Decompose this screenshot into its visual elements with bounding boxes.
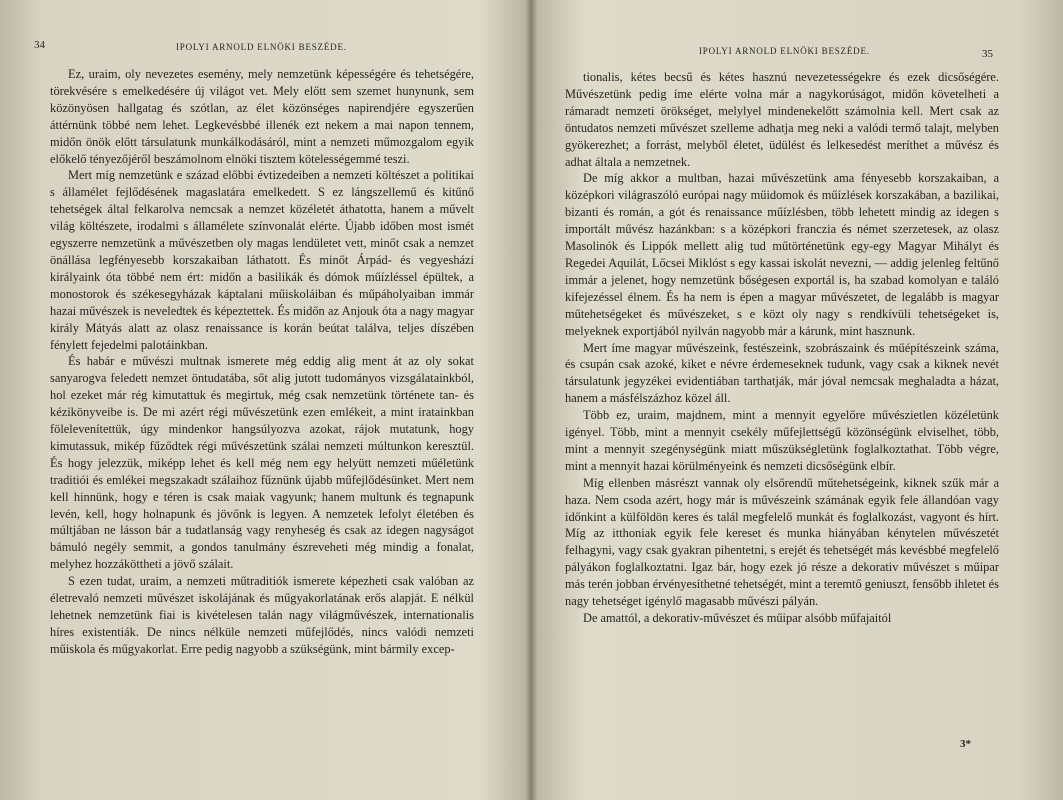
paragraph: Mert íme magyar művészeink, festészeink, szobrászaink és műépítészeink száma, és csupán csak azoké, kiket e névre érdemeseknek tudunk, vagy csak a kiknek nevét társulatunk jegyzékei evidentiában tarthatják, már jóval nemcsak meghaladta a házat, hanem a másfélszázhoz közel áll. (565, 340, 999, 406)
right-page-text (565, 69, 999, 627)
paragraph: tionalis, kétes becsű és kétes hasznú nevezetességekre és ezek dicsőségére. Művészetünk pedig íme elérte volna már a nagykorúságot, midőn követelheti a rámaradt nemzeti örökséget, melylyel mindenekelőtt számolnia kell. Mert csak az öntudatos nemzeti művészet szelleme adhatja meg neki a valódi termő talajt, melyben gyökerezhet; a forrást, melyből életet, üdülést és lelkesedést meríthet a művész és adhat általa a nemzetnek. (565, 70, 999, 169)
running-header-left: IPOLYI ARNOLD ELNÖKI BESZÉDE. (176, 42, 347, 52)
right-page (531, 0, 1063, 800)
page-number-left: 34 (34, 39, 45, 51)
paragraph: Több ez, uraim, majdnem, mint a mennyit egyelőre művészietlen közéletünk igényel. Több, mint a mennyit csekély műfejlettségű közönségünk elviselhet, több, mint a mennyit szegénységünk miatt műszükségletünk foglalkoztathat. Több végre, mint a mennyit hazai körülményeink és nemzeti dicsőségünk elbír. (565, 408, 999, 473)
paragraph: Ez, uraim, oly nevezetes esemény, mely nemzetünk képességére és tehetségére, törekvésére s emelkedésére új világot vet. Mely előtt sem szemet hunynunk, sem közönyösen hallgatag és szótlan, az élet közönséges napirendjére egyszerűen áttérnünk többé nem lehet. Legkevésbbé illenék ezt nekem a mai napon tennem, midőn önök előtt társulatunk munkálkodásáról, mint a nemzeti műmozgalom egyik előkelő tényezőjéről beszámolnom elnöki tisztem kötelességemmé teszi. (50, 67, 474, 166)
paragraph: De amattól, a dekorativ-művészet és műipar alsóbb műfajaitól (583, 611, 892, 625)
left-page-text (50, 66, 474, 658)
paragraph: Míg ellenben másrészt vannak oly elsőrendű műtehetségeink, kiknek szűk már a haza. Nem csoda azért, hogy már is művészeink számának egyik fele állandóan vagy időnkint a külföldön keres és talál megfelelő munkát és foglalkozást, vagyont és hírt. Míg az itthoniak egyik fele kereset és munka hiányában kénytelen művészetét felhagyni, vagy csak gyakran pihentetni, s erejét és tehetségét más kevésbbé megfelelő pályákon foglalkoztatni. Igaz bár, hogy ezek jó része a dekorativ művészet s műipar más terén jobban érvényesíthetné tehetségét, mint a teremtő geniuszt, fensőbb ihletet és nagy tehetséget igénylő magasabb művészi pályán. (565, 475, 999, 609)
left-page (0, 0, 531, 800)
page-number-right: 35 (982, 48, 993, 60)
signature-mark: 3* (960, 738, 971, 750)
paragraph: De míg akkor a multban, hazai művészetünk ama fényesebb korszakaiban, a középkori világraszóló európai nagy műidomok és műízlések korszakában, a bazilikai, bizanti és román, a gót és renaissance műízlésben, több lehetett mindig az idegen s importált művész hazánkban: s a középkori franczia és német szerzetesek, az olasz Masolinók és Lippók mellett alig tud műtörténetünk egy-egy Magyar Mihályt és Regedei Aquilát, Lőcsei Miklóst s egy kassai iskolát nevezni, — addig jelenleg feltűnő immár a jelenet, hogy nemzetünk bőségesen exportál is, ha szabad komolyan e találó kifejezéssel élnem. És ha nem is épen a magyar művészetet, de legalább is magyar műtehetségeket és művészeket, s e közt oly nagy s rendkívüli tehetségeket is, melyeknek exportjából nyilván nagyobb már a kárunk, mint hasznunk. (565, 171, 999, 338)
running-header-right: IPOLYI ARNOLD ELNÖKI BESZÉDE. (699, 46, 870, 56)
paragraph: És habár e művészi multnak ismerete még eddig alig ment át az oly sokat sanyarogva feledett nemzet öntudatába, sőt alig jutott tudományos vizsgálatainkból, hol ezeket már rég kimutattuk és megirtuk, még csak nemzetünk története tan- és kézikönyveibe is. De mi azért régi művészetünk ezen emlékeit, a mint iratainkban fölelevenítettük, úgy mindenkor hangsúlyozva azokat, rájok mutatunk, hogy kimutassuk, mikép fűződtek régi művészetünk szálai nemzeti múltunkon keresztül. És hogy jelezzük, miképp lehet és kell még nem egy helyütt nemzeti műéletünk traditiói és emlékei megszakadt szálaihoz fűznünk újabb műfejlődésünket. Mert nem kell hinnünk, hogy e téren is csak maiak vagyunk; hanem multunk és tegnapunk levén, kell, hogy holnapunk és jövőnk is legyen. A nemzetek lefolyt életében és múltjában ne lásson bár a tudatlanság vagy renyheség és csak az idegen nagyságot bámuló negély semmit, a gondos tanulmány észreveheti még mindig a fonalat, melyhez hozzáköttheti a jövő szálait. (50, 354, 474, 572)
paragraph: S ezen tudat, uraim, a nemzeti műtraditiók ismerete képezheti csak valóban az életrevaló nemzeti művészet iskolájának és műgyakorlatának erős alapját. E nélkül lehetnek nemzetünk fiai is kivételesen talán nagy világművészek, internationalis híres existentiák. De nincs nélküle nemzeti műfejlődés, nincs valódi nemzeti műiskola és műgyakorlat. Erre pedig nagyobb a szükségünk, mint bármily excep- (50, 574, 474, 656)
paragraph: Mert míg nemzetünk e század előbbi évtizedeiben a nemzeti költészet a politikai s államélet fejlődésének magaslatára emelkedett. S ez lángszellemű és kitűnő tehetségek által felkarolva nemcsak a nemzet közéletét áthatotta, hanem a művelt világ költészete, irodalmi s államélete színvonalát elérte. Újabb időben most ismét egyszerre nemzetünk a művészetben oly magas lendületet vett, minőt csak a nemzet önállása legfényesebb korszakaiban láthatott. És minőt Árpád- és vegyesházi királyaink óta többé nem ért: midőn a basilikák és dómok műízléssel épültek, a monostorok és székesegyházak káptalani műiskoláiban és műpáholyaiban immár hazai művészek is neveledtek és képeztettek. És midőn az Anjouk óta a nagy magyar király Mátyás alatt az olasz renaissance is korán beútat találva, teljes díszében fénylett fejedelmi palotáinkban. (50, 168, 474, 352)
